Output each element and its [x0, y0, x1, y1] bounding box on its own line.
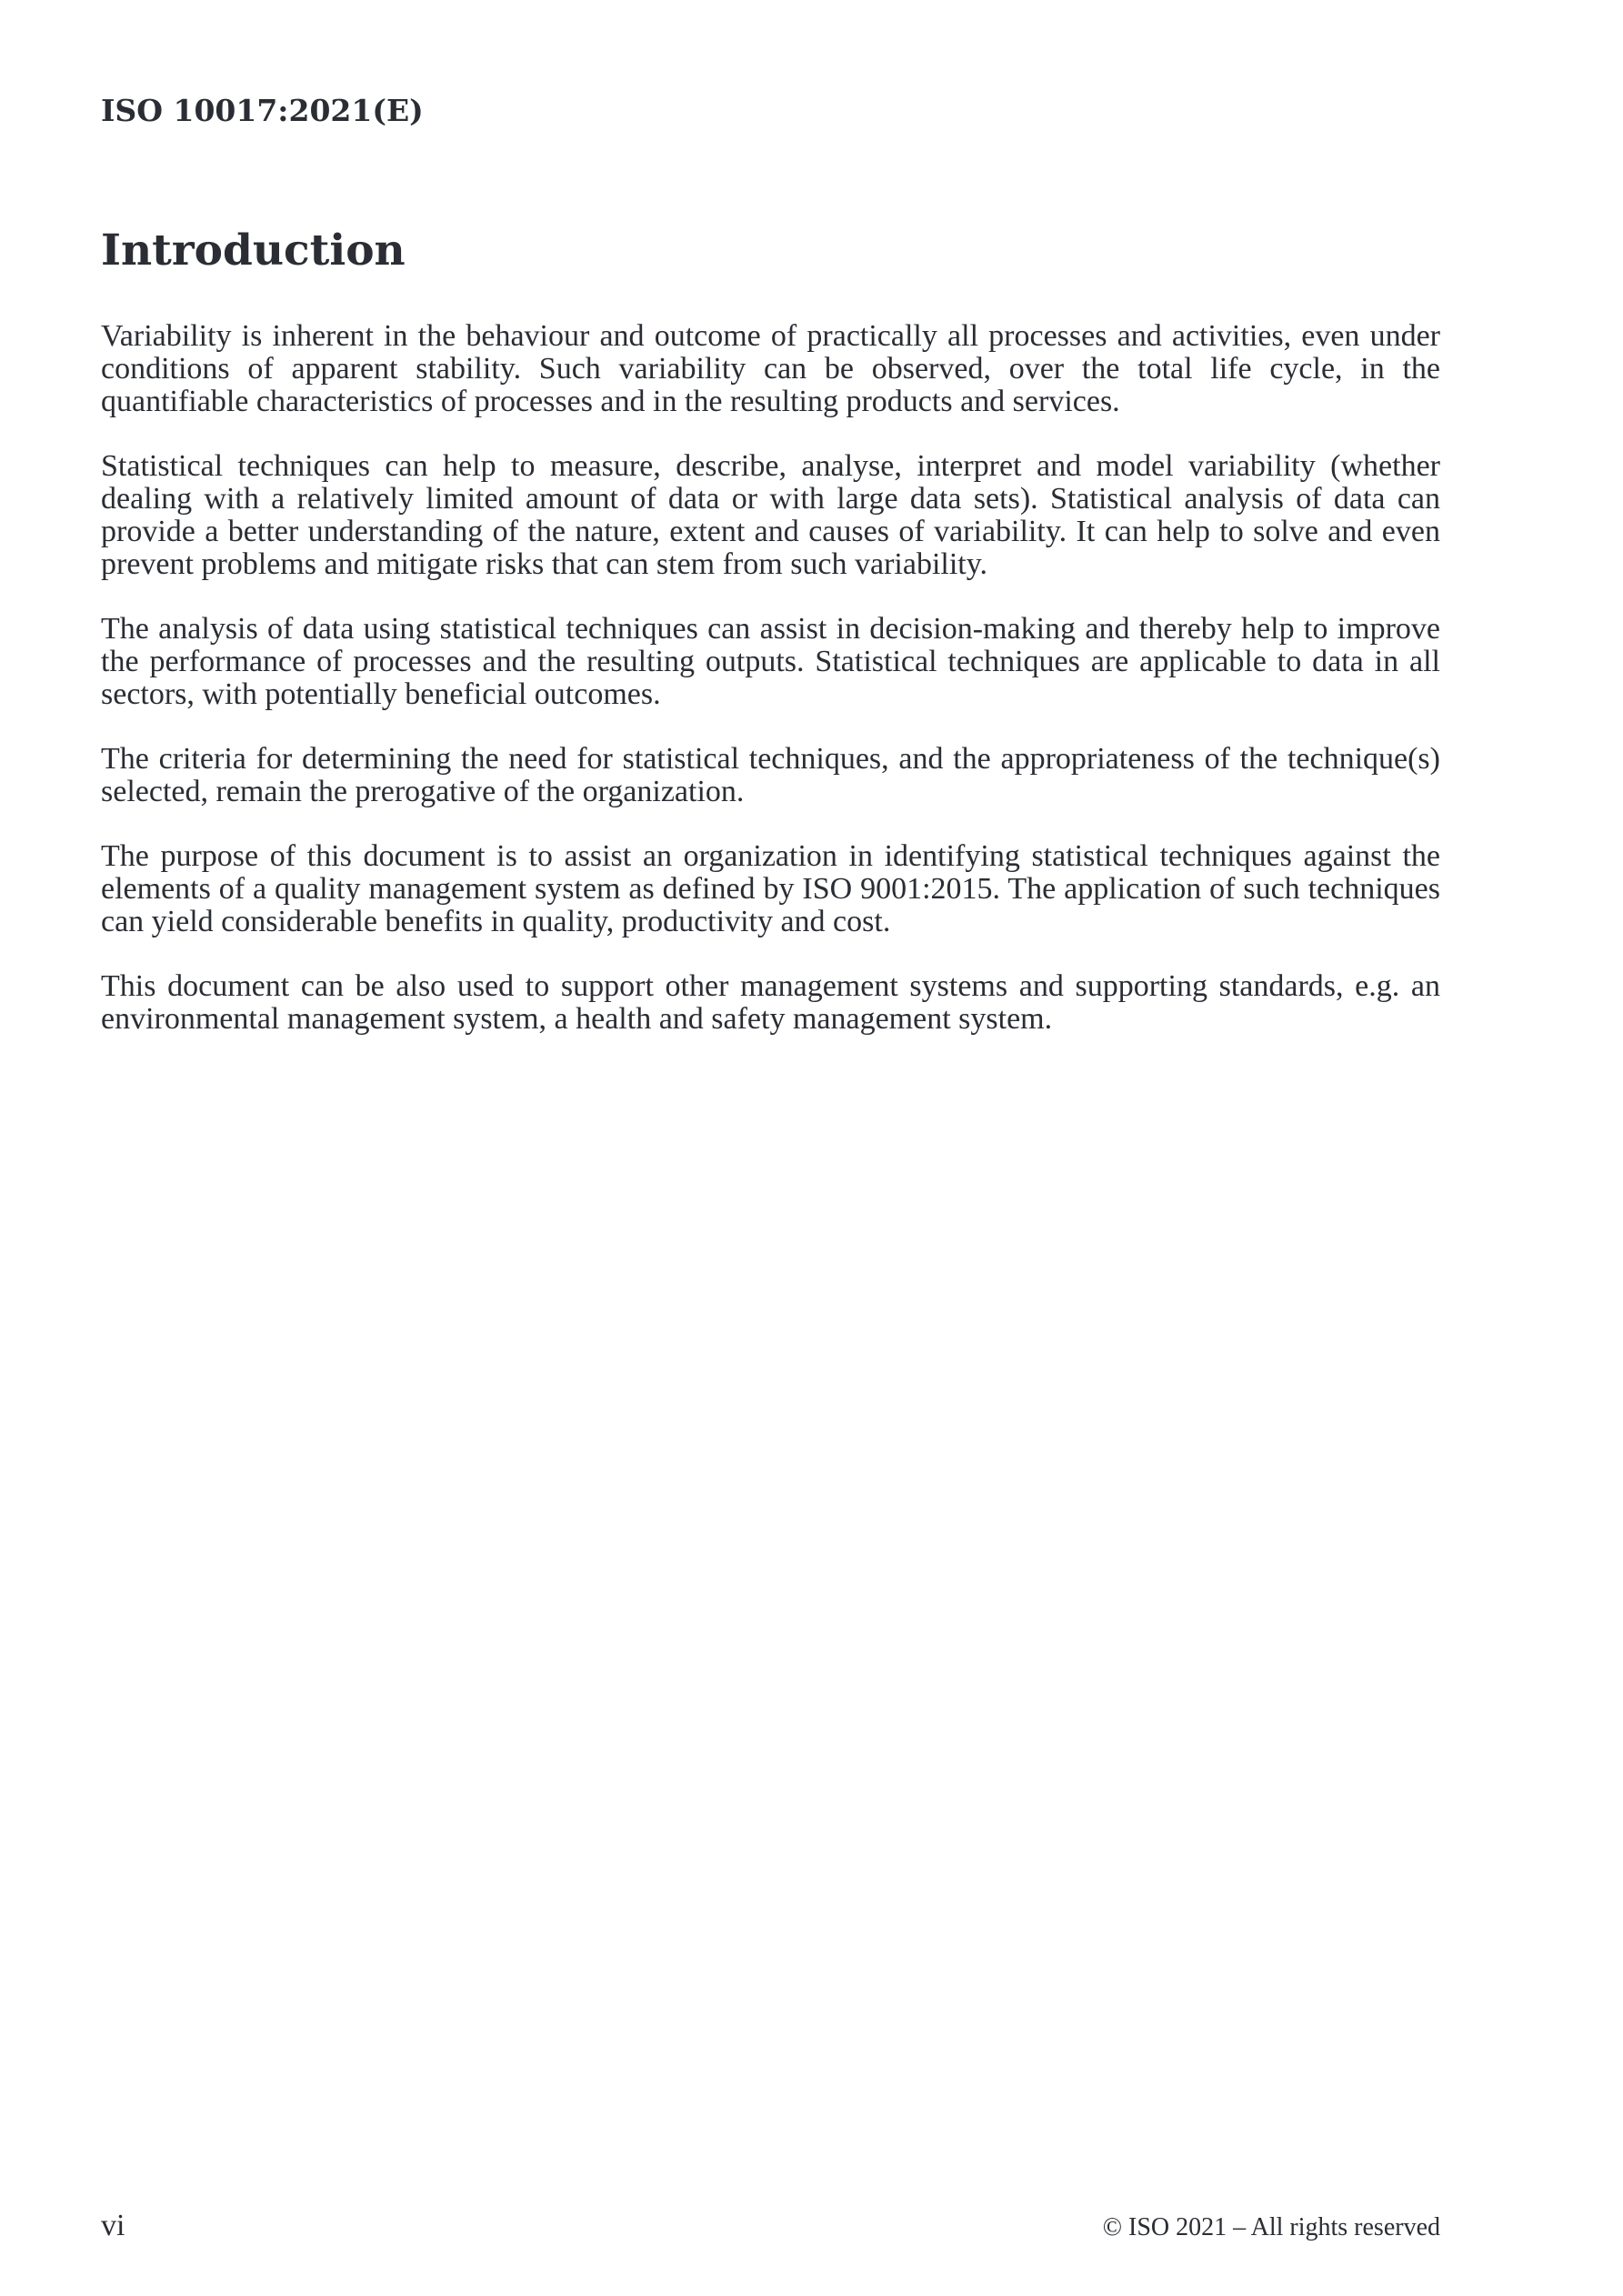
page-number: vi [101, 2209, 125, 2242]
paragraph: Statistical techniques can help to measure, describe, analyse, interpret and model variability (whether dealing with a relatively limited amount of data or with large data sets). Statistical analysis of data can provide a better understanding of the nature, extent and causes of variability. It can help to solve and even prevent problems and mitigate risks that can stem from such variability. [101, 449, 1440, 581]
document-id-header: ISO 10017:2021(E) [101, 93, 424, 128]
paragraph: This document can be also used to support other management systems and supporting standards, e.g. an environmental management system, a health and safety management system. [101, 969, 1440, 1036]
body-text [101, 320, 1440, 1068]
paragraph: Variability is inherent in the behaviour and outcome of practically all processes and activities, even under conditions of apparent stability. Such variability can be observed, over the total life cycle, in the quantifiable characteristics of processes and in the resulting products and services. [101, 319, 1440, 418]
copyright-notice: © ISO 2021 – All rights reserved [1102, 2213, 1440, 2241]
page-footer [101, 2206, 1440, 2246]
paragraph: The criteria for determining the need for statistical techniques, and the appropriateness of the technique(s) selected, remain the prerogative of the organization. [101, 742, 1440, 808]
paragraph: The analysis of data using statistical techniques can assist in decision-making and thereby help to improve the performance of processes and the resulting outputs. Statistical techniques are applicable to data in all sectors, with potentially beneficial outcomes. [101, 612, 1440, 711]
paragraph: The purpose of this document is to assist an organization in identifying statistical techniques against the elements of a quality management system as defined by ISO 9001:2015. The application of such techniques can yield considerable benefits in quality, productivity and cost. [101, 839, 1440, 938]
section-title: Introduction [101, 226, 406, 276]
